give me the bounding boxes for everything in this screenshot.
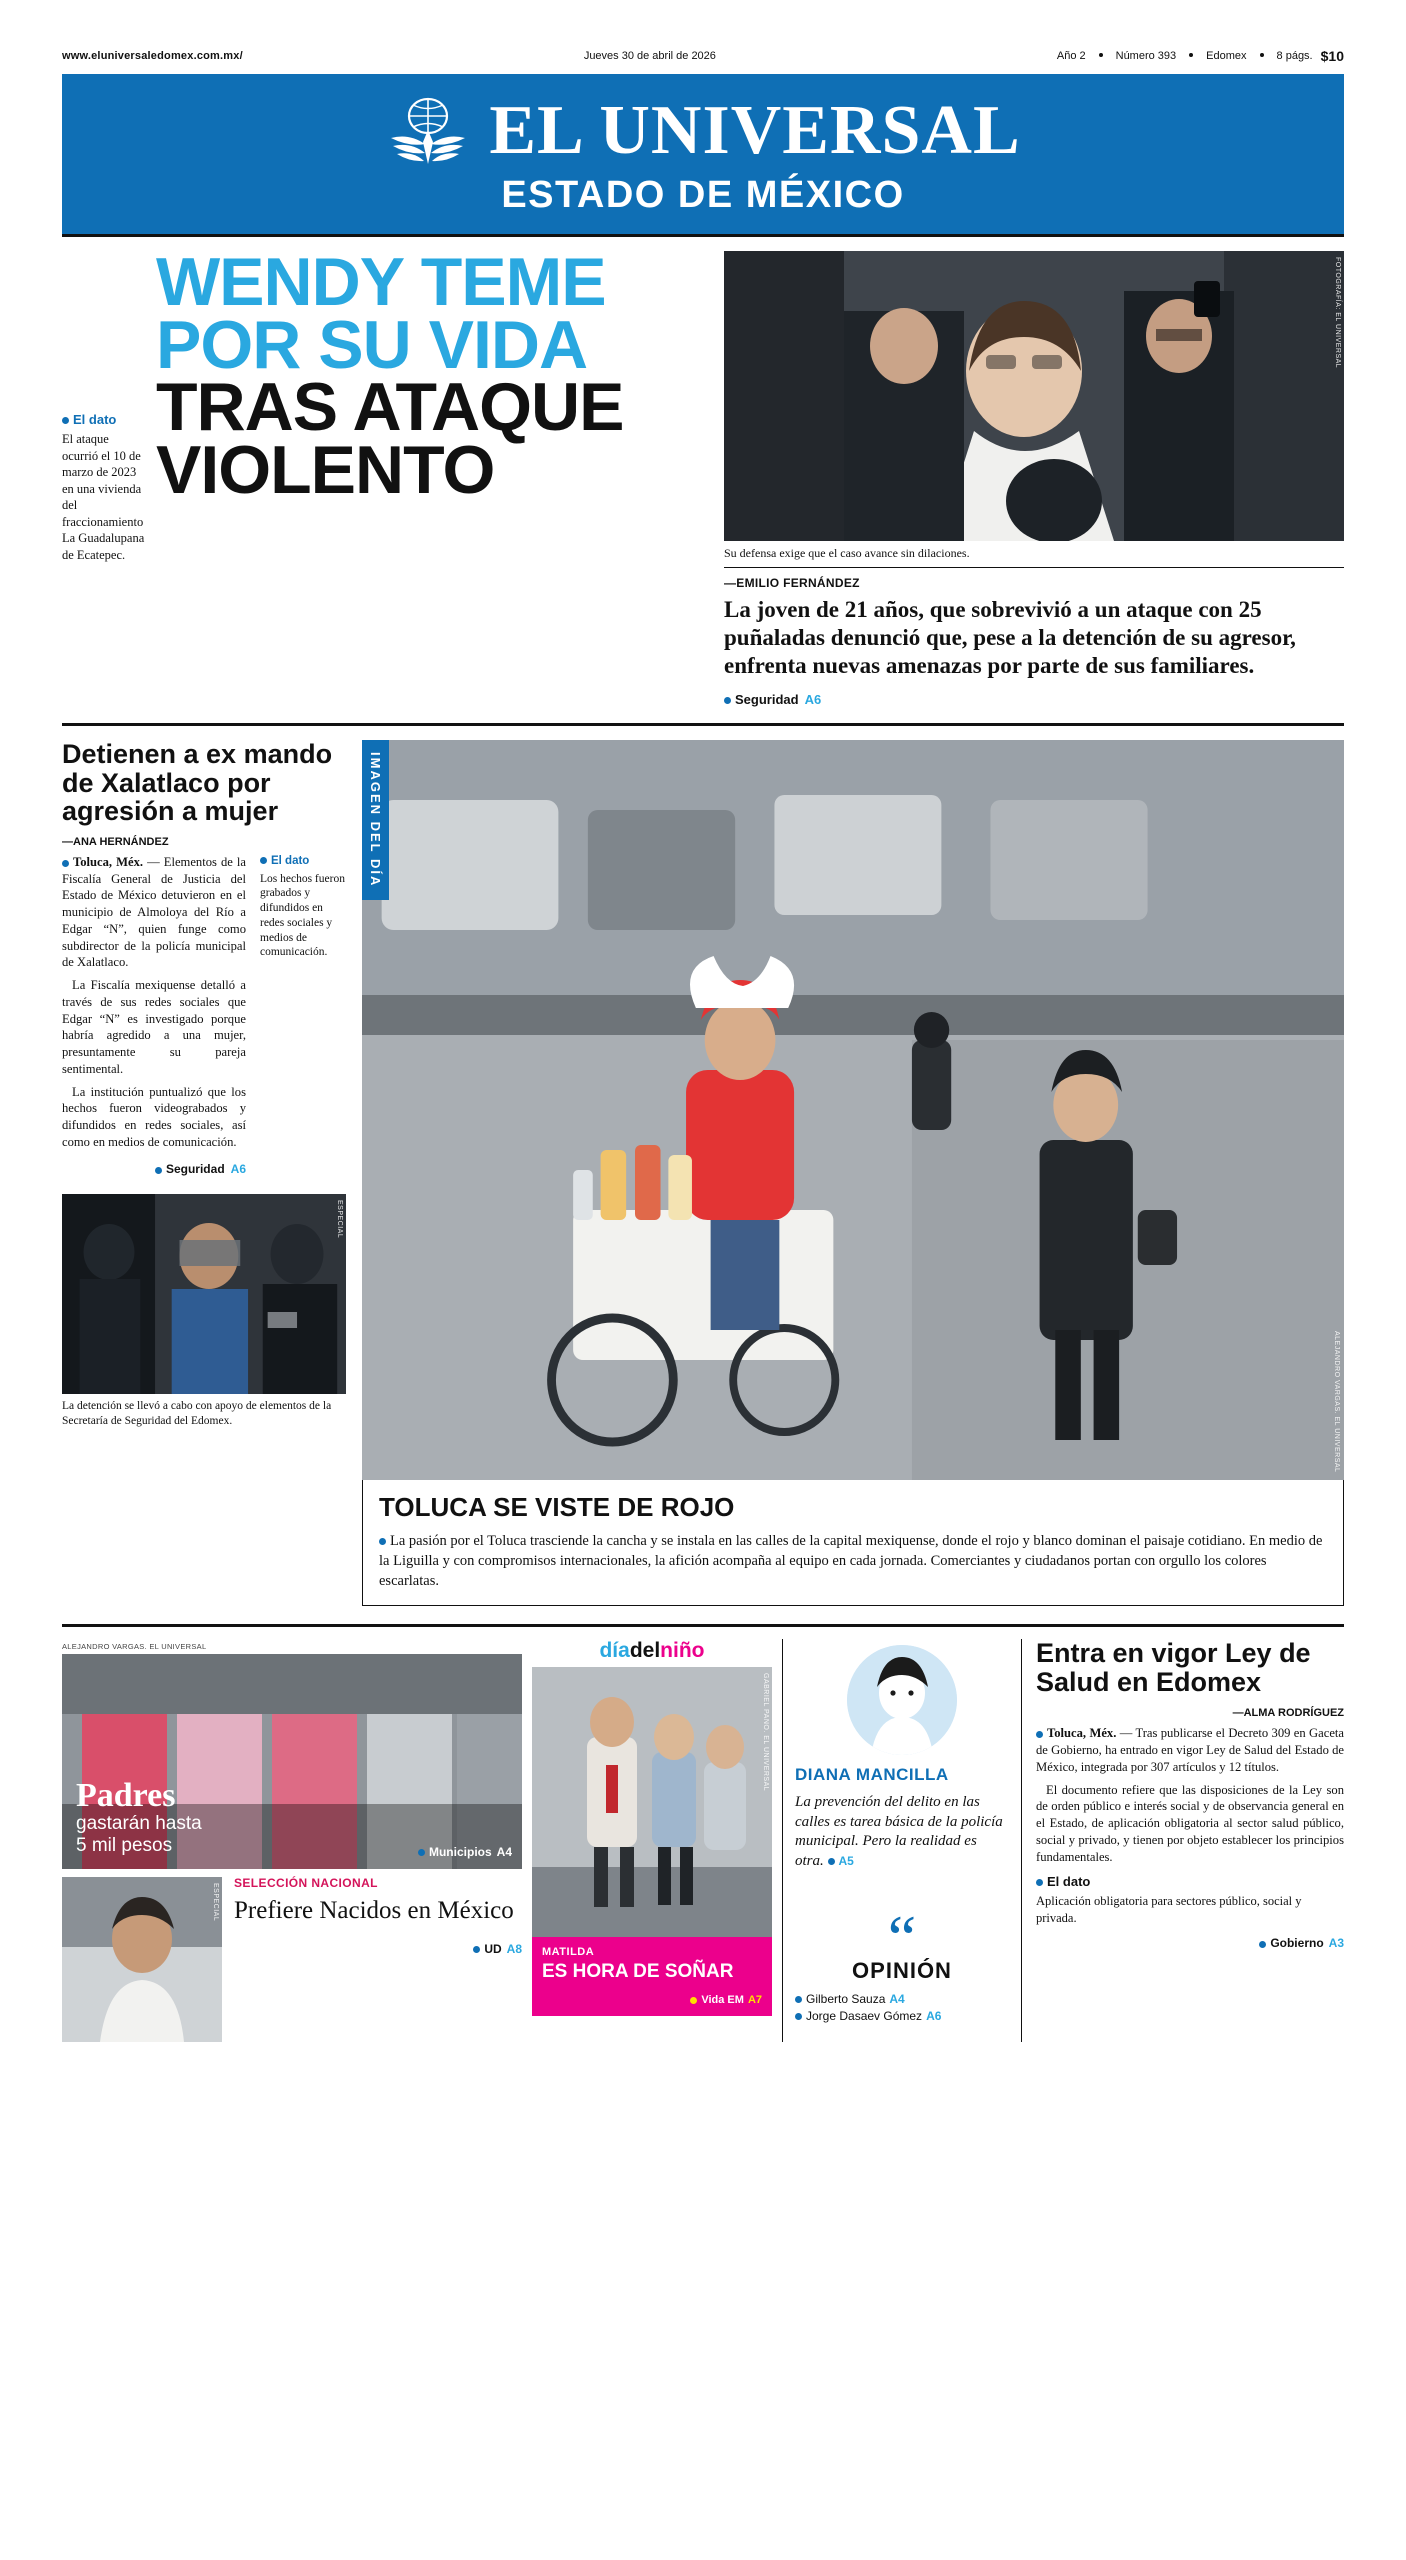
bullet-dot-icon	[1036, 1879, 1043, 1886]
padres-sub2: 5 mil pesos	[76, 1835, 173, 1857]
bottom-section	[62, 1627, 1344, 2042]
xalatlaco-headline: Detienen a ex mando de Xalatlaco por agresión a mujer	[62, 739, 333, 827]
seleccion-section-line	[234, 1942, 522, 1956]
quote-mark-icon: “	[887, 1902, 917, 1974]
toluca-body-text: La pasión por el Toluca trasciende la cancha y se instala en las calles de la capital mexiquense, donde el rojo y blanco dominan el paisaje cotidiano. En medio de la Liguilla y con compromisos internacionales, la afición acompaña al equipo en cada jornada. Comerciantes y ciudadanos portan con orgullo los colores escarlatas.	[379, 1533, 1323, 1590]
opinion-label: OPINIÓN	[852, 1957, 952, 1983]
padres-overlay	[76, 1779, 202, 1857]
bullet-dot-icon	[260, 857, 267, 864]
salud-headline: Entra en vigor Ley de Salud en Edomex	[1036, 1638, 1311, 1698]
bullet-dot-icon	[1036, 1731, 1043, 1738]
salud-page[interactable]: A3	[1328, 1936, 1344, 1951]
matilda-headline: ES HORA DE SOÑAR	[542, 1961, 734, 1983]
masthead	[62, 74, 1344, 234]
matilda-kicker: MATILDA	[542, 1946, 595, 1959]
logo-part-dia: día	[599, 1639, 630, 1663]
toluca-photo	[362, 740, 1344, 1480]
toluca-body	[379, 1531, 1327, 1591]
bullet-dot-icon	[1259, 1941, 1266, 1948]
xalatlaco-page[interactable]: A6	[230, 1162, 246, 1177]
photo-credit: ESPECIAL	[212, 1883, 219, 1922]
padres-page[interactable]: A4	[496, 1845, 512, 1860]
dato-title-text: El dato	[1047, 1874, 1091, 1890]
issue-date: Jueves 30 de abril de 2026	[583, 50, 716, 62]
bullet-dot-icon	[473, 1946, 480, 1953]
dia-del-nino-logo	[532, 1639, 772, 1663]
issue-meta	[1057, 48, 1344, 64]
photo-credit: ALEJANDRO VARGAS. EL UNIVERSAL	[1333, 1330, 1340, 1473]
opinion-quote	[795, 1793, 1009, 1871]
seleccion-kicker: SELECCIÓN NACIONAL	[234, 1876, 378, 1891]
contributor-page: A4	[889, 1991, 905, 2006]
salud-section-line	[1036, 1936, 1344, 1950]
seleccion-photo	[62, 1877, 222, 2042]
bullet-dot-icon	[828, 1858, 835, 1865]
masthead-title: EL UNIVERSAL	[489, 92, 1021, 169]
padres-sub1: gastarán hasta	[76, 1813, 202, 1835]
matilda-block	[532, 1937, 772, 2016]
dateline: Toluca, Méx.	[73, 854, 144, 869]
seleccion-section[interactable]: UD	[484, 1941, 502, 1956]
bullet-dot-icon	[418, 1849, 425, 1856]
lead-story	[62, 237, 1344, 707]
lead-section[interactable]: Seguridad	[735, 692, 799, 708]
xalatlaco-section[interactable]: Seguridad	[165, 1162, 225, 1177]
toluca-caption-box	[362, 1480, 1344, 1606]
xalatlaco-dato	[260, 854, 346, 1178]
opinion-author-name: DIANA MANCILLA	[795, 1765, 949, 1785]
headline-line-1: WENDY TEME	[156, 244, 606, 320]
issue-pages: 8 págs.	[1276, 50, 1313, 62]
headline-line-3: TRAS ATAQUE	[156, 369, 624, 446]
headline-line-2: POR SU VIDA	[156, 306, 588, 383]
seleccion-block	[62, 1877, 522, 2042]
lead-page[interactable]: A6	[804, 692, 822, 708]
separator-dot-icon	[1189, 53, 1193, 57]
contributor-name: Jorge Dasaev Gómez	[806, 2008, 923, 2023]
opinion-column	[782, 1639, 1022, 2042]
mid-section	[62, 726, 1344, 1606]
lead-dato	[62, 251, 156, 707]
matilda-section-line	[542, 1994, 762, 2006]
opinion-quote-text: La prevención del delito en las calles es tarea básica de la policía municipal. Pero la realidad es otra.	[795, 1794, 1003, 1869]
issue-edition: Edomex	[1206, 50, 1247, 62]
lead-right-column	[724, 251, 1344, 707]
dato-title-text: El dato	[73, 412, 117, 427]
bullet-dot-icon	[795, 1996, 802, 2003]
padres-credit: ALEJANDRO VARGAS. EL UNIVERSAL	[62, 1642, 207, 1652]
dato-title	[62, 411, 146, 428]
lead-photo	[724, 251, 1344, 541]
xalatlaco-byline: —ANA HERNÁNDEZ	[62, 835, 169, 848]
masthead-subtitle: ESTADO DE MÉXICO	[501, 174, 905, 216]
top-bar	[0, 0, 1406, 74]
lead-headline	[156, 244, 706, 508]
bullet-dot-icon	[62, 860, 69, 867]
separator-dot-icon	[1260, 53, 1264, 57]
nino-block	[532, 1639, 782, 2042]
contributor-name: Gilberto Sauza	[806, 1991, 886, 2006]
logo-part-del: del	[629, 1639, 661, 1663]
padres-section[interactable]: Municipios	[428, 1845, 492, 1860]
padres-section-line	[418, 1845, 512, 1859]
matilda-page[interactable]: A7	[747, 1994, 762, 2007]
issue-year: Año 2	[1056, 50, 1086, 62]
detention-photo	[62, 1194, 346, 1394]
salud-byline: —ALMA RODRÍGUEZ	[1232, 1707, 1344, 1720]
lead-byline: —EMILIO FERNÁNDEZ	[724, 576, 860, 590]
bullet-dot-icon	[155, 1167, 162, 1174]
image-of-the-day	[362, 740, 1344, 1606]
seleccion-text	[222, 1877, 522, 2042]
xalatlaco-story	[62, 740, 362, 1606]
toluca-title: TOLUCA SE VISTE DE ROJO	[379, 1492, 735, 1523]
seleccion-page[interactable]: A8	[506, 1941, 522, 1956]
seleccion-headline: Prefiere Nacidos en México	[234, 1896, 514, 1924]
contributor-page: A6	[926, 2008, 942, 2023]
headline-line-4: VIOLENTO	[156, 431, 495, 508]
detention-caption: La detención se llevó a cabo con apoyo de elementos de la Secretaría de Seguridad del Edomex.	[62, 1400, 332, 1427]
bullet-dot-icon	[690, 1997, 697, 2004]
lead-headline-block	[156, 244, 724, 707]
photo-credit: FOTOGRAFÍA: EL UNIVERSAL	[1334, 257, 1341, 369]
opinion-footer	[795, 1902, 1009, 2023]
opinion-avatar	[847, 1645, 957, 1755]
dato-title-text: El dato	[271, 854, 310, 867]
logo-part-nino: niño	[660, 1639, 705, 1663]
bullet-dot-icon	[795, 2013, 802, 2020]
separator-dot-icon	[1099, 53, 1103, 57]
photo-credit: ESPECIAL	[336, 1200, 343, 1239]
list-item[interactable]	[795, 1992, 1009, 2006]
opinion-contributors	[795, 1992, 1009, 2023]
website-url[interactable]: www.eluniversaledomex.com.mx/	[62, 50, 243, 62]
dato-text: Los hechos fueron grabados y difundidos en redes sociales y medios de comunicación.	[260, 872, 345, 959]
eagle-logo-icon	[385, 94, 471, 168]
dato-text: Aplicación obligatoria para sectores público, social y privada.	[1036, 1894, 1302, 1925]
lead-photo-caption: Su defensa exige que el caso avance sin dilaciones.	[724, 541, 1344, 568]
list-item[interactable]	[795, 2009, 1009, 2023]
photo-credit: GABRIEL PANO. EL UNIVERSAL	[762, 1673, 769, 1792]
bullet-dot-icon	[62, 417, 69, 424]
issue-number: Número 393	[1115, 50, 1177, 62]
salud-section[interactable]: Gobierno	[1270, 1936, 1324, 1951]
matilda-section[interactable]: Vida EM	[701, 1994, 744, 2007]
bullet-dot-icon	[724, 697, 731, 704]
bullet-dot-icon	[379, 1538, 386, 1545]
padres-title: Padres	[76, 1777, 176, 1815]
issue-price: $10	[1320, 48, 1344, 64]
salud-story	[1022, 1639, 1344, 2042]
xalatlaco-body: Toluca, Méx. — Elementos de la Fiscalía General de Justicia del Estado de México detuvieron en el municipio de Almoloya del Río a Edgar “N”, quien funge como subdirector de la policía municipal de Xalatlaco. La Fiscalía mexiquense detalló a través de sus redes sociales que Edgar “N” es investigado porque habría agredido a una mujer, presuntamente su pareja sentimental. La institución puntualizó que los hechos fueron videograbados y difundidos en redes sociales, así como en medios de comunicación. Seguridad A6	[62, 854, 246, 1177]
salud-body: Toluca, Méx. — Tras publicarse el Decreto 309 en Gaceta de Gobierno, ha entrado en vigor Ley de Salud del Estado de México, integrada por 307 artículos y 12 títulos. El documento refiere que las disposiciones de la Ley son de orden público e interés social y de observancia general en el Estado, de aplicación obligatoria al sector salud público, social y privado, y tienen por objeto establecer los principios fundamentales.	[1036, 1726, 1344, 1864]
image-of-the-day-tab: IMAGEN DEL DÍA	[362, 740, 389, 899]
opinion-page[interactable]: A5	[838, 1853, 854, 1868]
padres-block	[62, 1639, 532, 2042]
dateline: Toluca, Méx.	[1047, 1726, 1117, 1741]
padres-photo	[62, 1654, 522, 1869]
lead-deck: La joven de 21 años, que sobrevivió a un ataque con 25 puñaladas denunció que, pese a la detención de su agresor, enfrenta nuevas amenazas por parte de sus familiares.	[724, 597, 1296, 679]
lead-section-line	[724, 692, 1344, 707]
nino-photo	[532, 1667, 772, 1937]
dato-text: El ataque ocurrió el 10 de marzo de 2023 en una vivienda del fraccionamiento La Guadalupana de Ecatepec.	[62, 432, 145, 562]
